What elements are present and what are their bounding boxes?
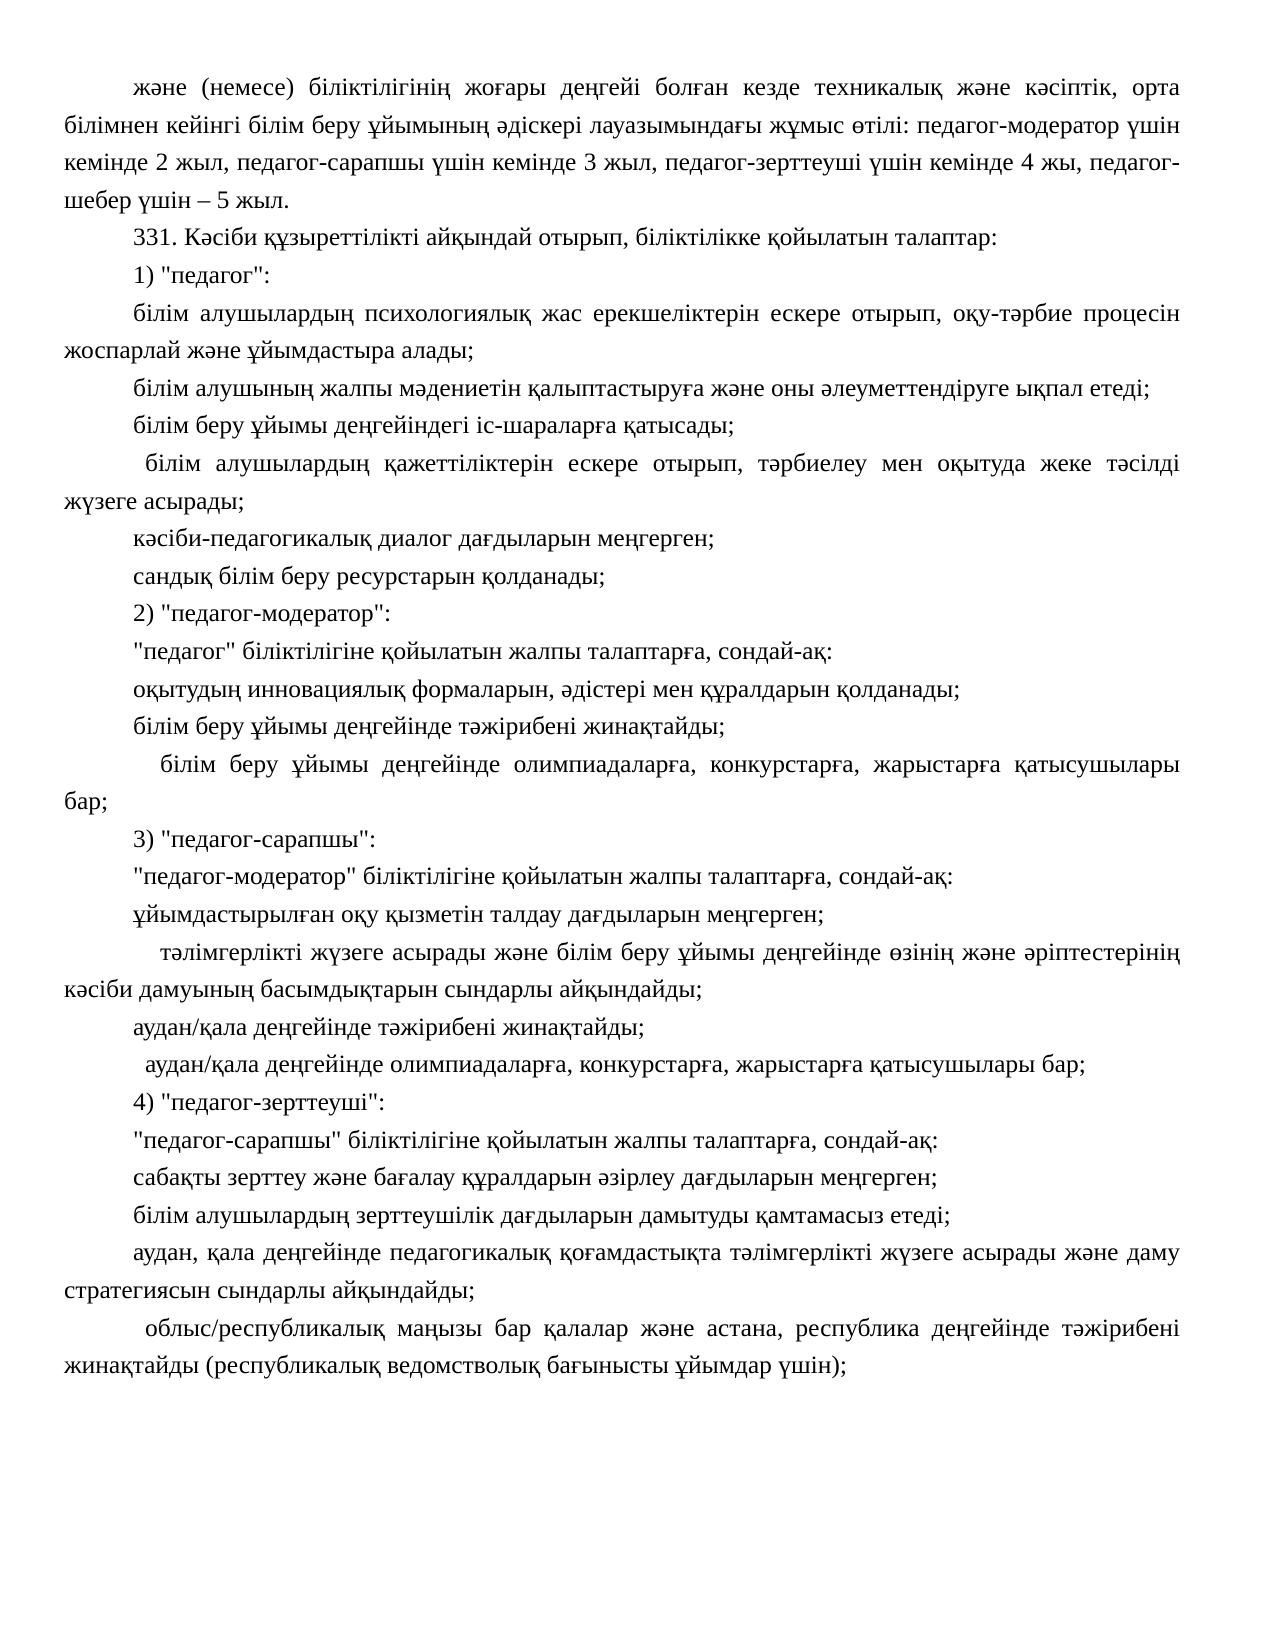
paragraph: кәсіби-педагогикалық диалог дағдыларын меңгерген;	[133, 523, 715, 553]
paragraph: 331. Кәсіби құзыреттілікті айқындай отырып, біліктілікке қойылатын талаптар:	[133, 222, 998, 252]
paragraph: 4) "педагог-зерттеуші":	[133, 1087, 386, 1117]
paragraph: тәлімгерлікті жүзеге асырады және білім беру ұйымы деңгейінде өзінің және әріптестерінің кәсіби дамуының басымдықтарын сындарлы айқындайды;	[64, 936, 1180, 1004]
paragraph: аудан/қала деңгейінде олимпиадаларға, конкурстарға, жарыстарға қатысушылары бар;	[145, 1049, 1086, 1079]
paragraph: "педагог-модератор" біліктілігіне қойылатын жалпы талаптарға, сондай-ақ:	[133, 861, 954, 891]
document-body	[64, 68, 1180, 1384]
paragraph: және (немесе) біліктілігінің жоғары деңгейі болған кезде техникалық және кәсіптік, орта білімнен кейінгі білім беру ұйымының әдіскері лауазымындағы жұмыс өтілі: педагог-модератор үшін кемінде 2 жыл, педагог-сарапшы үшін кемінде 3 жыл, педагог-зерттеуші үшін кемінде 4 жы, педагог-шебер үшін – 5 жыл.	[64, 72, 1180, 214]
paragraph: аудан/қала деңгейінде тәжірибені жинақтайды;	[133, 1011, 645, 1041]
paragraph: сандық білім беру ресурстарын қолданады;	[133, 560, 606, 590]
paragraph: білім беру ұйымы деңгейінде тәжірибені жинақтайды;	[133, 711, 726, 741]
paragraph: 2) "педагог-модератор":	[133, 598, 392, 628]
paragraph: "педагог" біліктілігіне қойылатын жалпы талаптарға, сондай-ақ:	[133, 635, 833, 665]
paragraph: 1) "педагог":	[133, 259, 271, 289]
paragraph: "педагог-сарапшы" біліктілігіне қойылатын жалпы талаптарға, сондай-ақ:	[133, 1124, 939, 1154]
paragraph: білім алушылардың психологиялық жас ерекшеліктерін ескере отырып, оқу-тәрбие процесін жоспарлай және ұйымдастыра алады;	[64, 297, 1180, 365]
paragraph: білім беру ұйымы деңгейіндегі іс-шараларға қатысады;	[133, 410, 735, 440]
paragraph: аудан, қала деңгейінде педагогикалық қоғамдастықта тәлімгерлікті жүзеге асырады және даму стратегиясын сындарлы айқындайды;	[64, 1237, 1180, 1304]
paragraph: 3) "педагог-сарапшы":	[133, 823, 377, 853]
paragraph: сабақты зерттеу және бағалау құралдарын әзірлеу дағдыларын меңгерген;	[133, 1162, 938, 1192]
paragraph: білім алушының жалпы мәдениетін қалыптастыруға және оны әлеуметтендіруге ықпал етеді;	[133, 372, 1151, 402]
paragraph: оқытудың инновациялық формаларын, әдістері мен құралдарын қолданады;	[133, 673, 961, 703]
paragraph: білім алушылардың қажеттіліктерін ескере отырып, тәрбиелеу мен оқытуда жеке тәсілді жүзеге асырады;	[64, 447, 1180, 515]
paragraph: облыс/республикалық маңызы бар қалалар және астана, республика деңгейінде тәжірибені жинақтайды (республикалық ведомстволық бағынысты ұйымдар үшін);	[64, 1312, 1180, 1380]
paragraph: білім беру ұйымы деңгейінде олимпиадаларға, конкурстарға, жарыстарға қатысушылары бар;	[64, 748, 1180, 816]
paragraph: ұйымдастырылған оқу қызметін талдау дағдыларын меңгерген;	[133, 899, 825, 929]
paragraph: білім алушылардың зерттеушілік дағдыларын дамытуды қамтамасыз етеді;	[133, 1199, 951, 1229]
